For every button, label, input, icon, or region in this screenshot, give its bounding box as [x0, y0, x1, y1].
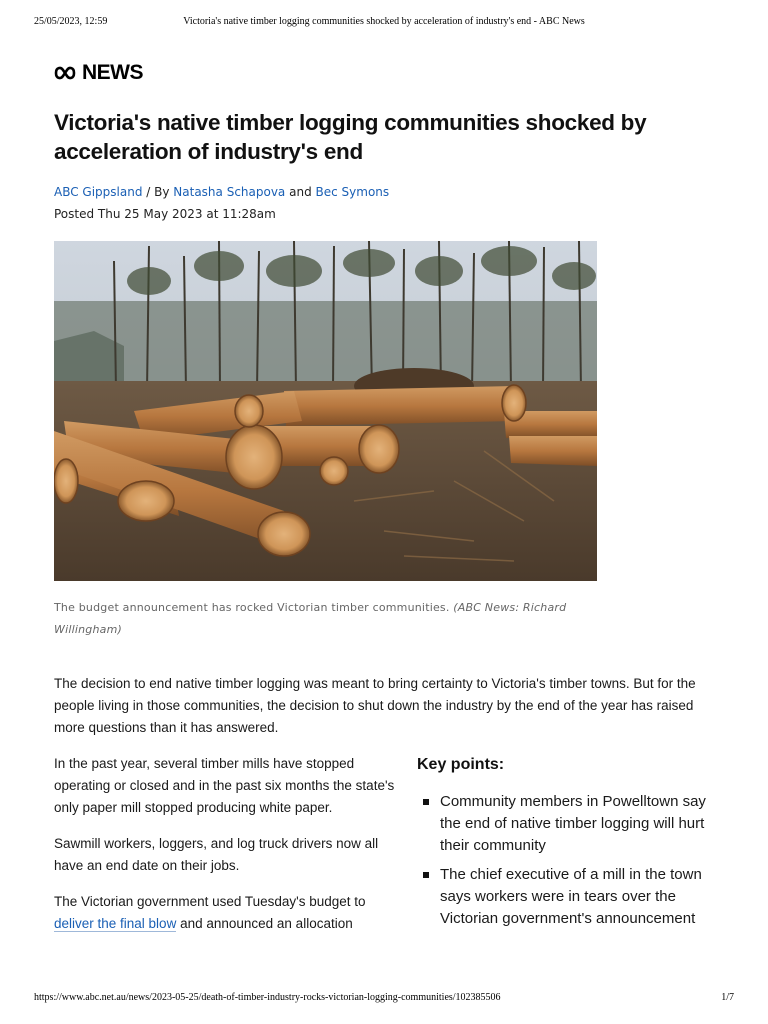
key-point-text: Community members in Powelltown say the end of native timber logging will hurt their community	[440, 793, 706, 854]
key-points-box	[417, 753, 722, 937]
abc-news-logo[interactable]	[54, 62, 143, 84]
author-link-2[interactable]: Bec Symons	[315, 185, 390, 199]
print-date: 25/05/2023, 12:59	[34, 16, 108, 27]
body-paragraph: In the past year, several timber mills have stopped operating or closed and in the past six months the state's only paper mill stopped producing white paper.	[54, 756, 395, 815]
article-headline: Victoria's native timber logging communities shocked by acceleration of industry's end	[54, 110, 647, 164]
print-header	[34, 16, 734, 30]
logo-text: NEWS	[82, 61, 143, 84]
image-caption	[54, 597, 614, 641]
key-points-list	[417, 791, 722, 930]
key-points-heading: Key points:	[417, 756, 505, 773]
hero-image	[54, 241, 597, 581]
body-paragraph	[54, 891, 399, 935]
p3-text-before: The Victorian government used Tuesday's budget to	[54, 894, 366, 909]
print-url: https://www.abc.net.au/news/2023-05-25/death-of-timber-industry-rocks-victorian-logging-communities/102385506	[34, 992, 501, 1003]
caption-credit: (ABC News: Richard Willingham)	[54, 601, 567, 636]
caption-text: The budget announcement has rocked Victorian timber communities.	[54, 601, 454, 614]
intro-paragraph: The decision to end native timber logging was meant to bring certainty to Victoria's timber towns. But for the people living in those communities, the decision to shut down the industry by the end of the year has raised more questions than it has answered.	[54, 676, 696, 735]
p3-text-after: and announced an allocation	[176, 916, 353, 931]
byline	[54, 185, 389, 199]
bullet-icon	[423, 872, 429, 878]
abc-logo-icon	[54, 64, 80, 82]
article-body-left-column	[54, 753, 399, 949]
key-point-item	[417, 864, 722, 930]
byline-separator: / By	[142, 185, 174, 199]
author-link-1[interactable]: Natasha Schapova	[173, 185, 286, 199]
bullet-icon	[423, 799, 429, 805]
source-link[interactable]: ABC Gippsland	[54, 185, 143, 199]
key-point-item	[417, 791, 722, 857]
print-footer	[34, 992, 734, 1006]
print-page-title: Victoria's native timber logging communities shocked by acceleration of industry's end - ABC News	[183, 16, 585, 27]
key-point-text: The chief executive of a mill in the town says workers were in tears over the Victorian government's announcement	[440, 866, 702, 927]
final-blow-link[interactable]: deliver the final blow	[54, 916, 177, 931]
byline-and: and	[285, 185, 316, 199]
print-page-number: 1/7	[721, 992, 734, 1003]
posted-date: Posted Thu 25 May 2023 at 11:28am	[54, 207, 276, 221]
body-paragraph: Sawmill workers, loggers, and log truck drivers now all have an end date on their jobs.	[54, 836, 379, 873]
